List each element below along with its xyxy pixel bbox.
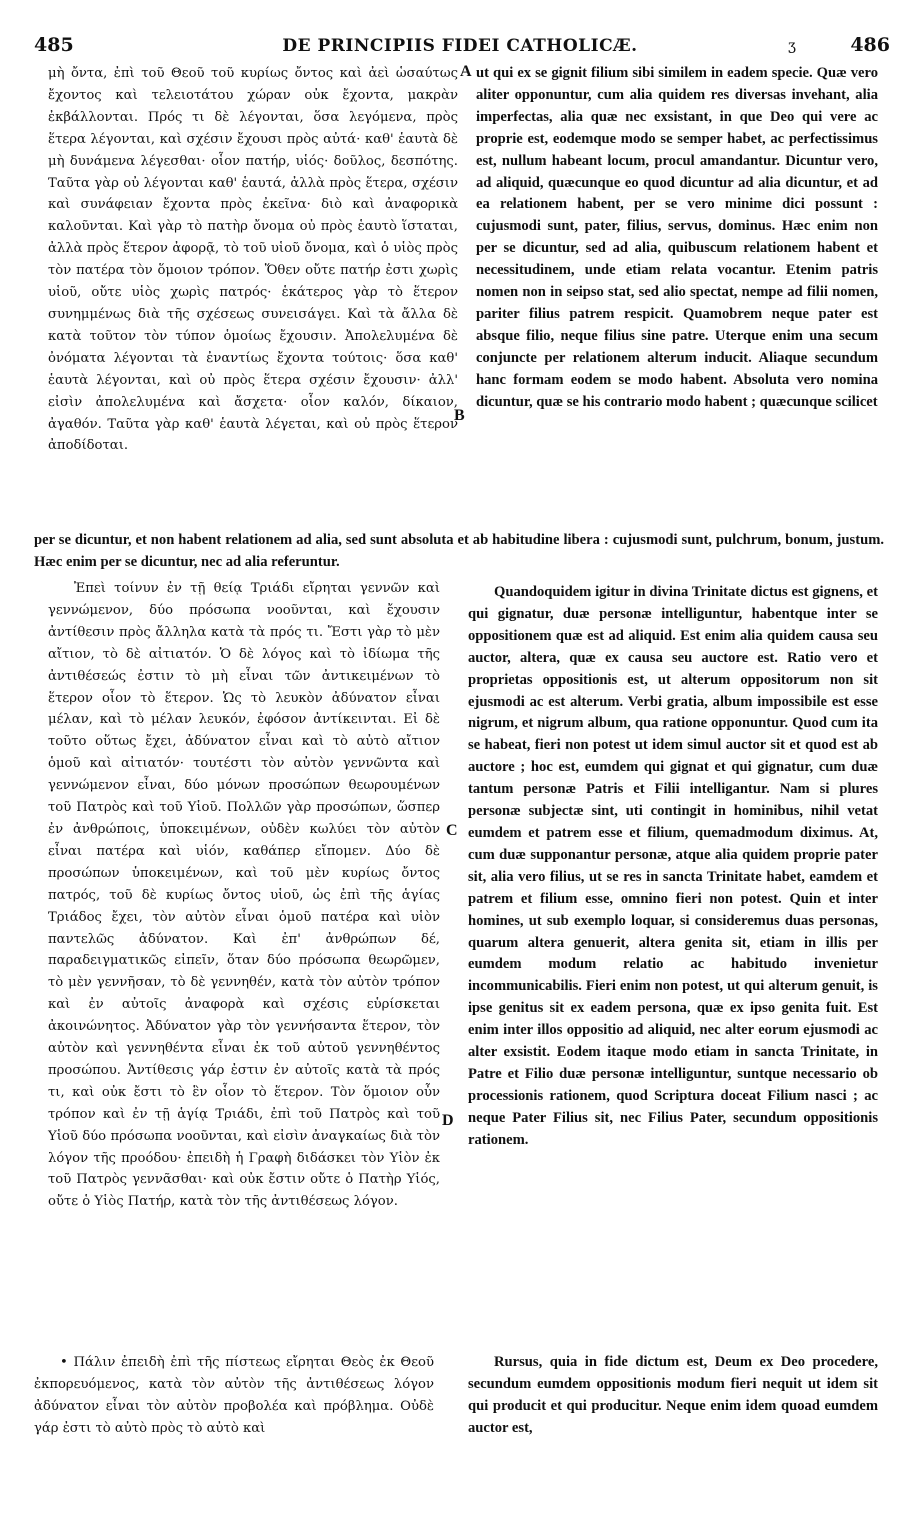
- greek-paragraph-2: Ἐπεὶ τοίνυν ἐν τῇ θείᾳ Τριάδι εἴρηται γεννῶν καὶ γεννώμενον, δύο πρόσωπα νοοῦνται, καὶ ἔχουσιν ἀντίθεσιν πρὸς ἄλληλα κατὰ τὰ πρός τι. Ἔστι γὰρ τὸ μὲν αἴτιον, τὸ δὲ αἰτιατόν. Ὁ δὲ λόγος καὶ τὸ ἰδίωμα τῆς ἀντιθέσεώς ἐστιν τὸ μὴ εἶναι τῶν ἀντικειμένων τὸ ἕτερον οἷον τὸ ἕτερον. Ὡς τὸ λευκὸν ἀδύνατον εἶναι μέλαν, καὶ τὸ μέλαν λευκόν, ἐφόσον ἀντίκεινται. Εἰ δὲ τοῦτο οὕτως ἔχει, ἀδύνατον εἶναι καὶ τὸ αὐτὸ αἴτιον ὁμοῦ καὶ αἰτιατόν· τουτέστι τὸν αὐτὸν γεννῶντα καὶ γεννώμενον εἶναι, δύο μόνων προσώπων θεωρουμένων τοῦ Πατρὸς καὶ τοῦ Υἱοῦ. Πολλῶν γὰρ προσώπων, ὥσπερ ἐν ἀνθρώποις, ὑποκειμένων, οὐδὲν κωλύει τὸν αὐτὸν εἶναι πατέρα καὶ υἱόν, καθάπερ εἴπομεν. Δύο δὲ προσώπων ὑποκειμένων, καὶ τοῦ μὲν κυρίως ὄντος πατρός, τοῦ δὲ κυρίως ὄντος υἱοῦ, ὡς ἐπὶ τῆς ἁγίας Τριάδος ἔχει, τὸν αὐτὸν εἶναι ὁμοῦ πατέρα καὶ υἱὸν παντελῶς ἀδύνατον. Καὶ ἐπ' ἀνθρώπων δέ, παραδειγματικῶς εἰπεῖν, ὅταν δύο πρόσωπα θεωρῶμεν, τὸ μὲν γεννῆσαν, τὸ δὲ γεννηθέν, κατὰ τὸν αὐτὸν τρόπον καὶ ἐν αὐτοῖς ἀναφορὰ καὶ σχέσις εὑρίσκεται ἀκοινώνητος. Ἀδύνατον γὰρ τὸν γεννήσαντα ἕτερον, τὸν αὐτὸν καὶ γεννηθέντα εἶναι ἐκ τοῦ αὐτοῦ γεννηθέντος προσώπου. Ἀντίθεσις γάρ ἐστιν ἐν αὐτοῖς κατὰ τὰ πρός τι, καὶ οὐκ ἔστι τὸ ἓν οἷον τὸ ἕτερον. Τὸν ὅμοιον οὖν τρόπον καὶ ἐν τῇ ἁγίᾳ Τριάδι, ἐπὶ τοῦ Πατρὸς καὶ τοῦ Υἱοῦ δύο πρόσωπα νοοῦνται, καὶ εἰσὶν ἀναγκαίως διὰ τὸν λόγον τῆς προόδου· ἐπειδὴ ἡ Γραφὴ διδάσκει τὸν Υἱὸν ἐκ τοῦ Πατρὸς γεννᾶσθαι· καὶ οὐκ ἔστιν οὔτε ὁ Πατὴρ Υἱός, οὔτε ὁ Υἱὸς Πατήρ, κατὰ τὸν τῆς ἀντιθέσεως λόγον.: [48, 581, 440, 1210]
- latin-paragraph-2: Quandoquidem igitur in divina Trinitate dictus est gignens, et qui gignatur, duæ personæ intelliguntur, habentque inter se oppositionem quæ est ad aliquid. Est enim alia quidem causa seu auctor, altera, quæ ex causa seu auctore est. Ratio vero et proprietas oppositionis est, ut alterum oppositorum non sit ejusmodi ac est alterum. Verbi gratia, album impossibile est esse nigrum, et nigrum album, qua ratione opponuntur. Quod cum ita se habeat, fieri non potest ut idem simul auctor sit et quod est ab auctore ; hoc est, eumdem qui gignat et qui gignatur, cum duæ tantum personæ Patris et Filii intelligantur. Nam si plures personæ subjectæ sint, uti contingit in hominibus, nihil vetat eumdem et patrem esse et filium, quemadmodum diximus. At, cum duæ supponantur personæ, atque alia quidem proprie pater sit, alia vero filius, ut se res in sancta Trinitate habet, eamdem et patrem et filium esse, omnino fieri non potest. Quin et inter homines, ut sub exemplo loquar, si consideremus duas personas, quarum altera genuerit, altera genita sit, etiam in illis per eumdem modum relatio ac habitudo invenietur incommunicabilis. Fieri enim non potest, ut qui alterum genuit, is ipse genitus sit ex eadem persona, quæ ex ipso genita fuit. Est enim inter illos oppositio ad aliquid, nec alter eorum ejusmodi ac alter exsistit. Eodem itaque modo etiam in sancta Trinitate, in Patre et Filio duæ personæ intelliguntur, suntque necessario ob processionis rationem, quod Scriptura doceat Filium nasci ; ac neque Pater Filius sit, nec Filius Pater, secundum oppositionis rationem.: [468, 584, 878, 1148]
- margin-letter-d: D: [442, 1112, 454, 1129]
- greek-paragraph-3: • Πάλιν ἐπειδὴ ἐπὶ τῆς πίστεως εἴρηται Θεὸς ἐκ Θεοῦ ἐκπορευόμενος, κατὰ τὸν αὐτὸν τῆς ἀντιθέσεως λόγον ἀδύνατον εἶναι τὸν αὐτὸν προβολέα καὶ πρόβλημα. Οὐδὲ γάρ ἐστι τὸ αὐτὸ πρὸς τὸ αὐτὸ καὶ: [34, 1355, 434, 1436]
- latin-paragraph-3: Rursus, quia in fide dictum est, Deum ex Deo procedere, secundum eumdem oppositionis modum fieri nequit ut idem sit qui producit et qui producitur. Neque enim idem quoad eumdem auctor est,: [468, 1354, 878, 1436]
- greek-paragraph-1: μὴ ὄντα, ἐπὶ τοῦ Θεοῦ τοῦ κυρίως ὄντος καὶ ἀεὶ ὡσαύτως ἔχοντος καὶ τελειοτάτου χώραν οὐκ ἔχοντα, μακρὰν ἐκβάλλονται. Πρός τι δὲ λέγονται, ὅσα λεγόμενα, πρὸς ἕτερα λέγονται, καὶ σχέσιν ἔχουσι πρὸς αὐτά· καθ' ἑαυτὰ δὲ μὴ δυνάμενα λέγεσθαι· οἷον πατήρ, υἱός· δοῦλος, δεσπότης. Ταῦτα γὰρ οὐ λέγονται καθ' ἑαυτά, ἀλλὰ πρὸς ἕτερα, σχέσιν καὶ συνάφειαν ἔχοντα πρὸς ἐκεῖνα· διὸ καὶ ἀναφορικὰ καλοῦνται. Καὶ γὰρ τὸ πατὴρ ὄνομα οὐ πρὸς ἑαυτὸ ἵσταται, ἀλλὰ πρὸς ἕτερον ἀφορᾷ, τὸ τοῦ υἱοῦ ὄνομα, καὶ ὁ υἱὸς πρὸς τὸν πατέρα τὸν ὅμοιον τρόπον. Ὅθεν οὔτε πατήρ ἐστι χωρὶς υἱοῦ, οὔτε υἱὸς χωρὶς πατρός· ἑκάτερος γὰρ τὸ ἕτερον συνημμένως διὰ τῆς σχέσεως συνεισάγει. Καὶ τὰ ἄλλα δὲ κατὰ τοῦτον τὸν τύπον ὁμοίως ἔχουσιν. Ἀπολελυμένα δὲ ὀνόματα λέγονται τὰ ἐναντίως ἔχοντα τούτοις· ὅσα καθ' ἑαυτὰ λέγονται, καὶ οὐ πρὸς ἕτερα σχέσιν ἔχουσιν· ἀλλ' εἰσὶν ἀπολελυμένα καὶ ἄσχετα· οἷον καλόν, δίκαιον, ἀγαθόν. Ταῦτα γὰρ καθ' ἑαυτὰ λέγεται, καὶ οὐ πρὸς ἕτερον ἀποδίδοται.: [48, 66, 458, 454]
- latin-column-middle: [468, 582, 878, 1152]
- margin-letter-c: C: [446, 822, 458, 839]
- latin-column-upper: [476, 63, 878, 414]
- latin-spanning-text: per se dicuntur, et non habent relationem ad alia, sed sunt absoluta et ab habitudine libera : cujusmodi sunt, pulchrum, bonum, justum. Hæc enim per se dicuntur, nec ad alia referuntur.: [34, 532, 884, 570]
- latin-paragraph-1: ut qui ex se gignit filium sibi similem in eadem specie. Quæ vero aliter opponuntur, cum alia quidem res diversas invehant, alia imperfectas, alia quæ nec exsistant, in que Deo qui vere ac proprie est, eodemque modo se semper habet, ac perfectissimus est, nullum habeant locum, procul amandantur. Dicuntur vero, ad aliquid, quæcunque eo quod dicuntur ad alia dicuntur, et ad ea relationem habent, per se vero minime dici possunt : cujusmodi sunt, pater, filius, servus, dominus. Hæc enim non per se dicuntur, sed ad alia, quibuscum relationem habent et necessitudinem, unde etiam relata vocantur. Etenim patris nomen non in seipso stat, sed alio spectat, nempe ad filii nomen, pariter filius patrem respicit. Quamobrem neque pater est absque filio, neque filius sine patre. Uterque enim una secum conjuncte per relationem alterum inducit. Aliaque secundum hanc formam eodem se modo habent. Absoluta vero nomina dicuntur, quæ se his contrario modo habent ; quæcunque scilicet: [476, 65, 878, 410]
- margin-letter-b: B: [454, 407, 465, 424]
- margin-letter-a: A: [460, 63, 472, 80]
- greek-column-upper: [48, 63, 458, 457]
- latin-column-lower: [468, 1352, 878, 1440]
- page-number-right: 486: [850, 34, 890, 56]
- greek-column-lower: [34, 1352, 434, 1440]
- page-number-left: 485: [34, 34, 74, 56]
- greek-column-middle: [48, 578, 440, 1213]
- page-header: [30, 34, 890, 64]
- top-mark: ʒ: [788, 38, 796, 54]
- running-title: DE PRINCIPIIS FIDEI CATHOLICÆ.: [282, 36, 638, 56]
